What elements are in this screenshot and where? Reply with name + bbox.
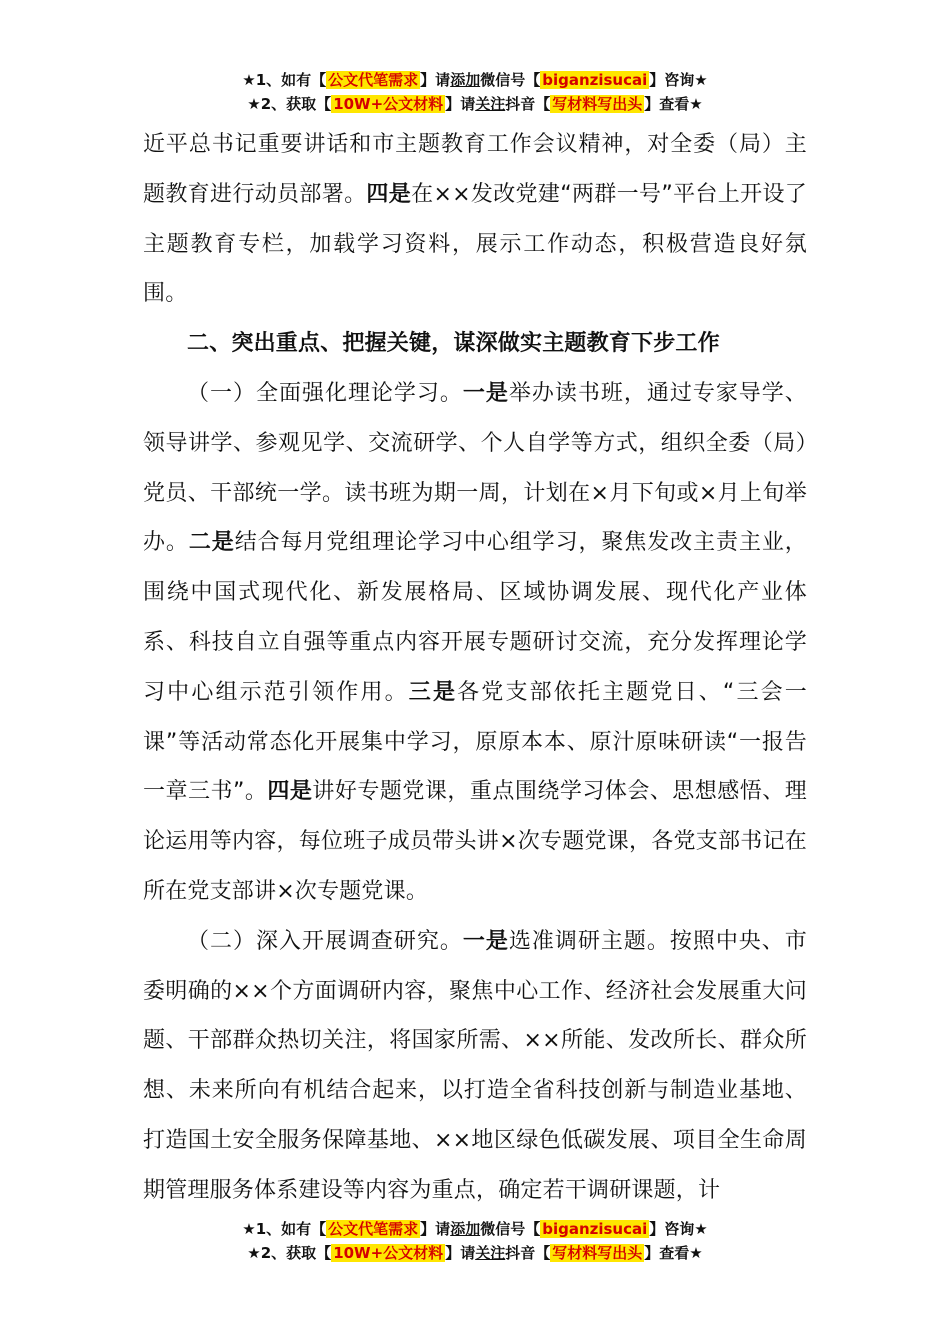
banner-underlined-text: 添加 — [450, 71, 481, 89]
banner-text: ★2、获取【 — [247, 1244, 332, 1262]
banner-text: 】请 — [420, 71, 451, 89]
highlight-materials: 10W+公文材料 — [333, 1244, 444, 1262]
paragraph-text: （一）全面强化理论学习。 — [187, 380, 463, 406]
paragraph-text: 举办读书班，通过专家导学、领导讲学、参观见学、交流研学、个人自学等方式，组织全委（局）党员、干部统一学。读书班为期一周，计划在×月下旬或×月上旬举办。 — [143, 380, 807, 556]
banner-underlined-text: 关注 — [475, 1244, 506, 1262]
banner-text: 】咨询★ — [649, 71, 708, 89]
banner-text: 】请 — [445, 95, 476, 113]
banner-text: 】请 — [445, 1244, 476, 1262]
highlight-service: 公文代笔需求 — [328, 71, 419, 89]
bold-ordinal: 二是 — [188, 530, 235, 556]
bold-ordinal: 一是 — [462, 380, 509, 406]
highlight-materials: 10W+公文材料 — [333, 95, 444, 113]
bold-ordinal: 四是 — [267, 779, 313, 805]
bold-ordinal: 四是 — [366, 181, 412, 207]
document-body — [143, 120, 807, 1216]
banner-text: 微信号【 — [480, 71, 541, 89]
banner-line-1 — [0, 68, 950, 92]
paragraph-research — [143, 917, 807, 1216]
banner-text: ★2、获取【 — [247, 95, 332, 113]
header-banner — [0, 68, 950, 116]
banner-text: ★1、如有【 — [242, 1220, 327, 1238]
paragraph-text: 在××发改党建“两群一号”平台上开设了主题教育专栏，加载学习资料，展示工作动态，积极营造良好氛围。 — [143, 181, 807, 307]
bold-ordinal: 一是 — [462, 928, 509, 954]
banner-line-2 — [0, 92, 950, 116]
banner-underlined-text: 关注 — [475, 95, 506, 113]
paragraph-text: 选准调研主题。按照中央、市委明确的××个方面调研内容，聚焦中心工作、经济社会发展重大问题、干部群众热切关注，将国家所需、××所能、发改所长、群众所想、未来所向有机结合起来，以打造全省科技创新与制造业基地、打造国土安全服务保障基地、××地区绿色低碳发展、项目全生命周期管理服务体系建设等内容为重点，确定若干调研课题，计 — [143, 928, 807, 1203]
section-heading: 二、突出重点、把握关键，谋深做实主题教育下步工作 — [187, 331, 720, 357]
banner-text: 】咨询★ — [649, 1220, 708, 1238]
highlight-service: 公文代笔需求 — [328, 1220, 419, 1238]
paragraph-continuation — [143, 120, 807, 319]
paragraph-theory-study — [143, 369, 807, 917]
banner-underlined-text: 添加 — [450, 1220, 481, 1238]
paragraph-text: （二）深入开展调查研究。 — [187, 928, 463, 954]
paragraph-text: 各党支部依托主题党日、“三会一课”等活动常态化开展集中学习，原原本本、原汁原味研读“一报告一章三书”。 — [143, 679, 807, 805]
highlight-wechat-id: biganzisucai — [542, 71, 648, 89]
banner-text: 微信号【 — [480, 1220, 541, 1238]
banner-text: 】查看★ — [644, 1244, 703, 1262]
banner-text: 抖音【 — [505, 95, 551, 113]
paragraph-text: 讲好专题党课，重点围绕学习体会、思想感悟、理论运用等内容，每位班子成员带头讲×次专题党课，各党支部书记在所在党支部讲×次专题党课。 — [143, 779, 807, 904]
footer-banner — [0, 1217, 950, 1265]
highlight-douyin-account: 写材料写出头 — [552, 1244, 643, 1262]
paragraph-text: 结合每月党组理论学习中心组学习，聚焦发改主责主业，围绕中国式现代化、新发展格局、区域协调发展、现代化产业体系、科技自立自强等重点内容开展专题研讨交流，充分发挥理论学习中心组示范引领作用。 — [143, 530, 807, 705]
bold-ordinal: 三是 — [408, 679, 458, 705]
banner-text: 抖音【 — [505, 1244, 551, 1262]
highlight-douyin-account: 写材料写出头 — [552, 95, 643, 113]
banner-text: 】请 — [420, 1220, 451, 1238]
banner-line-1 — [0, 1217, 950, 1241]
banner-line-2 — [0, 1241, 950, 1265]
banner-text: ★1、如有【 — [242, 71, 327, 89]
banner-text: 】查看★ — [644, 95, 703, 113]
highlight-wechat-id: biganzisucai — [542, 1220, 648, 1238]
paragraph-text: 近平总书记重要讲话和市主题教育工作会议精神，对全委（局）主题教育进行动员部署。 — [143, 132, 807, 207]
